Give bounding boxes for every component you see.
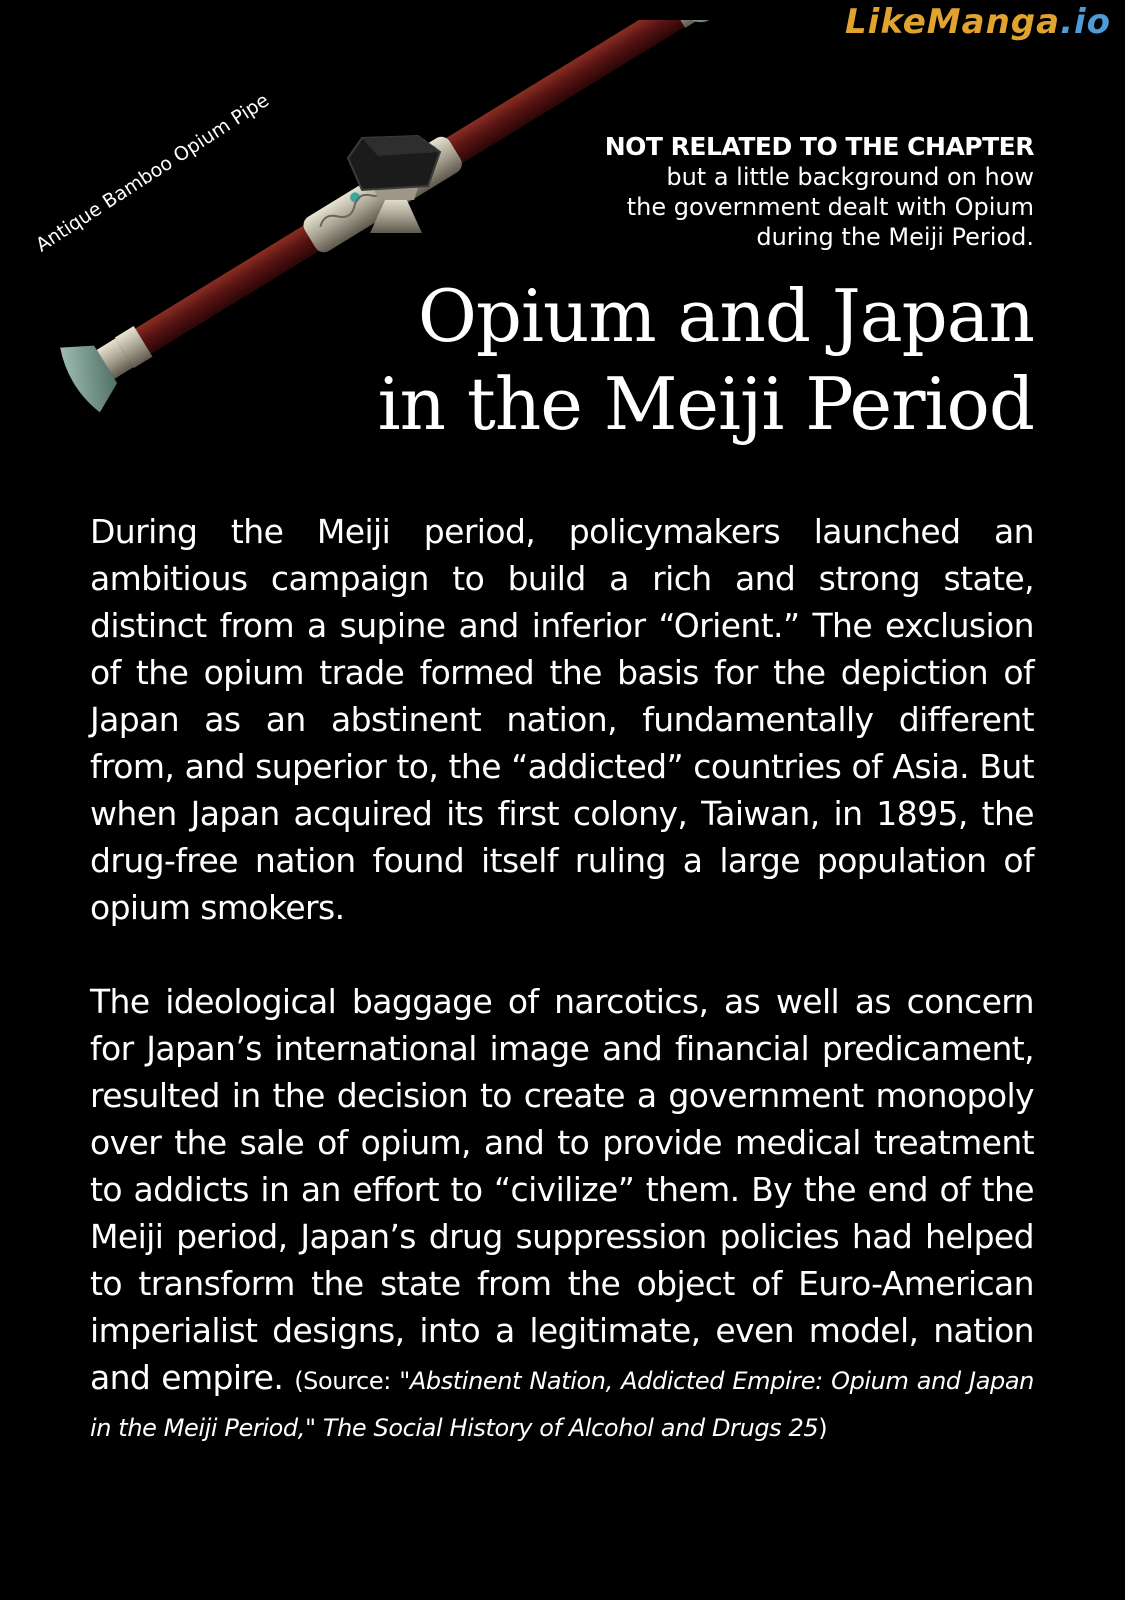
- watermark-name: LikeManga: [845, 2, 1061, 42]
- source-title: "Abstinent Nation, Addicted Empire: Opium and Japan in the Meiji Period," The Social History of Alcohol and Drugs 25: [90, 1367, 1034, 1442]
- page-title: [274, 272, 1034, 448]
- watermark-domain: .io: [1060, 2, 1111, 42]
- article-body: [90, 508, 1034, 1448]
- note-heading: NOT RELATED TO THE CHAPTER: [604, 132, 1034, 161]
- paragraph-2: [90, 978, 1034, 1448]
- paragraph-1: During the Meiji period, policymakers launched an ambitious campaign to build a rich and strong state, distinct from a supine and inferior “Orient.” The exclusion of the opium trade formed the basis for the depiction of Japan as an abstinent nation, fundamentally different from, and superior to, the “addicted” countries of Asia. But when Japan acquired its first colony, Taiwan, in 1895, the drug-free nation found itself ruling a large population of opium smokers.: [90, 512, 1034, 927]
- note-line: but a little background on how: [666, 163, 1034, 191]
- title-line-2: in the Meiji Period: [377, 362, 1034, 446]
- note-line: the government dealt with Opium: [626, 193, 1034, 221]
- note-line: during the Meiji Period.: [756, 223, 1034, 251]
- title-line-1: Opium and Japan: [417, 274, 1034, 358]
- paragraph-2-text: The ideological baggage of narcotics, as well as concern for Japan’s international image and financial predicament, resulted in the decision to create a government monopoly over the sale of opium, and to provide medical treatment to addicts in an effort to “civilize” them. By the end of the Meiji period, Japan’s drug suppression policies had helped to transform the state from the object of Euro-American imperialist designs, into a legitimate, even model, nation and empire.: [90, 982, 1034, 1397]
- source-prefix: (Source:: [294, 1367, 400, 1395]
- chapter-note: [514, 132, 1034, 252]
- site-watermark: [845, 2, 1111, 42]
- pipe-caption: Antique Bamboo Opium Pipe: [32, 89, 274, 257]
- source-suffix: ): [818, 1414, 828, 1442]
